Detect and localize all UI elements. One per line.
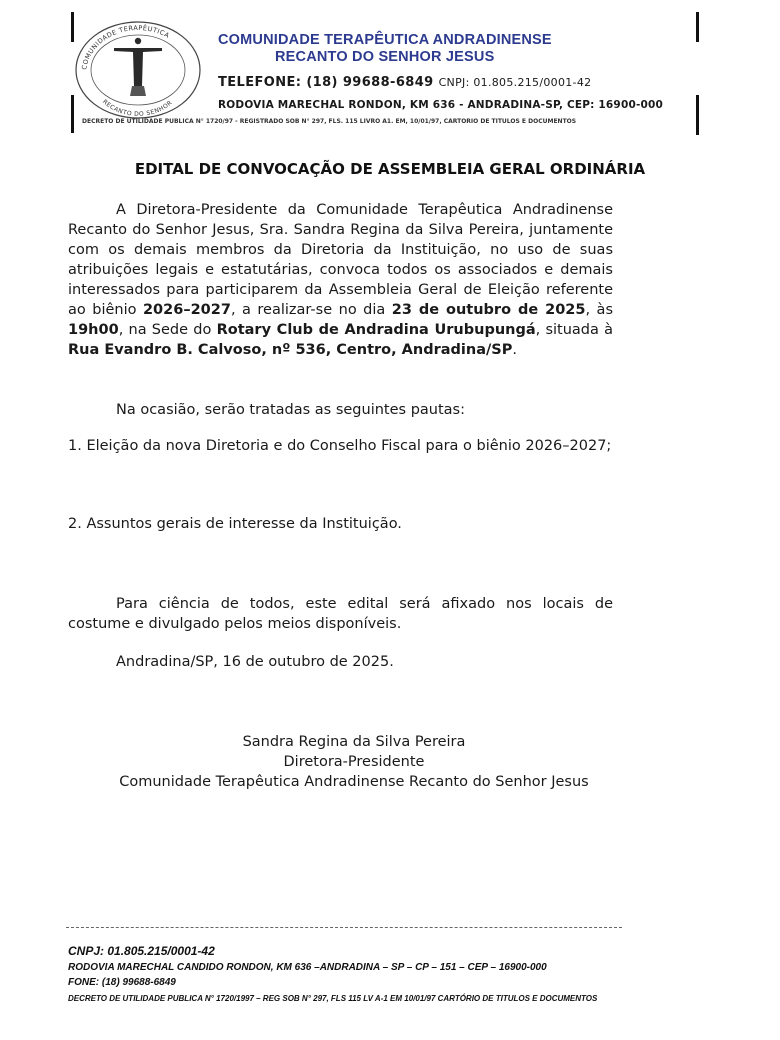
footer-decree: DECRETO DE UTILIDADE PUBLICA N° 1720/1997 – REG SOB N° 297, FLS 115 LV A-1 EM 10/01/97 CARTÓRIO DE TITULOS E DOCUMENTOS: [68, 994, 598, 1003]
footer-address: RODOVIA MARECHAL CANDIDO RONDON, KM 636 –ANDRADINA – SP – CP – 151 – CEP – 16900-000: [68, 962, 547, 973]
header-cnpj: CNPJ: 01.805.215/0001-42: [438, 76, 592, 89]
header-contact: [218, 75, 591, 90]
organization-name-line1: COMUNIDADE TERAPÊUTICA ANDRADINENSE: [218, 32, 552, 48]
place-and-date: Andradina/SP, 16 de outubro de 2025.: [116, 654, 394, 670]
seal-arc-text-bottom: RECANTO DO SENHOR: [101, 98, 174, 118]
convocation-text-d: , na Sede do: [118, 322, 217, 338]
organization-name-line2: RECANTO DO SENHOR JESUS: [275, 49, 495, 65]
convocation-address: Rua Evandro B. Calvoso, nº 536, Centro, Andradina/SP: [68, 342, 513, 358]
header-address: RODOVIA MARECHAL RONDON, KM 636 - ANDRADINA-SP, CEP: 16900-000: [218, 99, 664, 111]
publication-paragraph: Para ciência de todos, este edital será afixado nos locais de costume e divulgado pelos meios disponíveis.: [68, 596, 613, 632]
organization-seal-logo: [62, 14, 214, 120]
convocation-text-b: , a realizar-se no dia: [230, 302, 392, 318]
agenda-item-1: 1. Eleição da nova Diretoria e do Conselho Fiscal para o biênio 2026–2027;: [68, 438, 612, 454]
footer-phone: FONE: (18) 99688-6849: [68, 977, 176, 988]
signatory-organization: Comunidade Terapêutica Andradinense Recanto do Senhor Jesus: [119, 774, 589, 790]
header-decree: DECRETO DE UTILIDADE PUBLICA N° 1720/97 - REGISTRADO SOB N° 297, FLS. 115 LIVRO A1. EM, 10/01/97, CARTORIO DE TITULOS E DOCUMENTOS: [82, 118, 577, 125]
agenda-intro: Na ocasião, serão tratadas as seguintes pautas:: [116, 402, 465, 418]
header-bar-right-bottom: [696, 95, 699, 135]
document-title: EDITAL DE CONVOCAÇÃO DE ASSEMBLEIA GERAL ORDINÁRIA: [134, 160, 646, 178]
convocation-date: 23 de outubro de 2025: [391, 302, 586, 318]
header-bar-right-top: [696, 12, 699, 42]
convocation-paragraph: [68, 200, 613, 360]
agenda-item-2: 2. Assuntos gerais de interesse da Instituição.: [68, 516, 402, 532]
convocation-place: Rotary Club de Andradina Urubupungá: [216, 322, 536, 338]
convocation-text-f: .: [512, 342, 517, 358]
signatory-name: Sandra Regina da Silva Pereira: [242, 734, 466, 750]
footer-cnpj: CNPJ: 01.805.215/0001-42: [68, 944, 215, 958]
svg-text:COMUNIDADE TERAPÊUTICA: [80, 23, 171, 70]
convocation-time: 19h00: [68, 322, 119, 338]
convocation-bienio: 2026–2027: [142, 302, 231, 318]
convocation-text-c: , às: [585, 302, 614, 318]
header-phone: TELEFONE: (18) 99688-6849: [218, 75, 434, 90]
seal-arc-text-top: COMUNIDADE TERAPÊUTICA: [80, 23, 171, 71]
svg-text:RECANTO DO SENHOR: [101, 98, 174, 118]
convocation-text-a: A Diretora-Presidente da Comunidade Terapêutica Andradinense Recanto do Senhor Jesus, Sra. Sandra Regina da Silva Pereira, juntamente com os demais membros da Diretoria da Instituição, no uso de suas atribuições legais e estatutárias, convoca todos os associados e demais interessados para participarem da Assembleia Geral de Eleição referente ao biênio: [68, 202, 613, 318]
convocation-text-e: , situada à: [535, 322, 614, 338]
christ-statue-icon: [114, 38, 162, 96]
footer-divider: [66, 927, 622, 928]
signatory-role: Diretora-Presidente: [283, 754, 425, 770]
